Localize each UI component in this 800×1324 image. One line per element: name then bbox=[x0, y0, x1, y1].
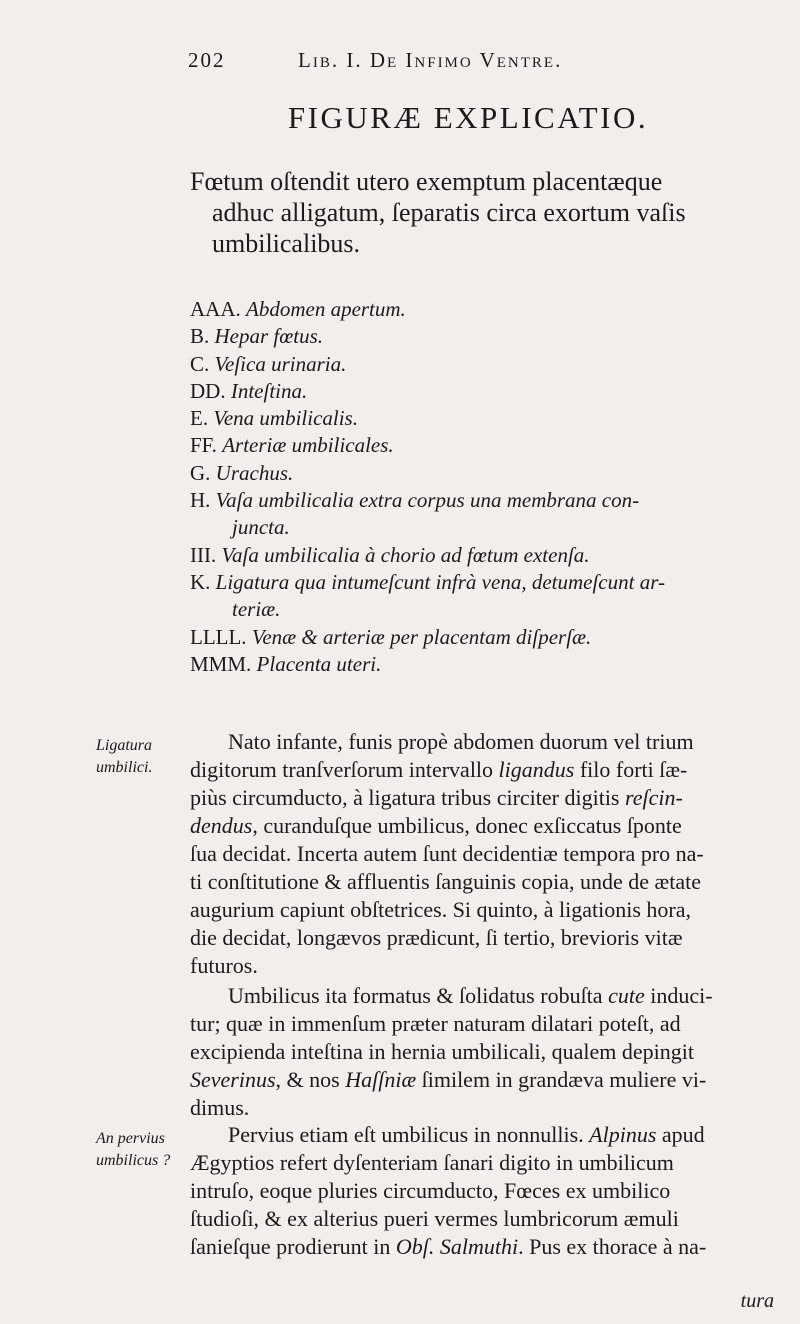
paragraph-line: ſua decidat. Incerta autem ſunt decidentiæ tempora pro na- bbox=[190, 841, 704, 866]
paragraph-line: ſtudioſi, & ex alterius pueri vermes lumbricorum æmuli bbox=[190, 1206, 679, 1231]
legend-item: E. Vena umbilicalis. bbox=[190, 406, 358, 431]
figure-intro bbox=[190, 166, 770, 259]
paragraph-line: ti conſtitutione & affluentis ſanguinis copia, unde de ætate bbox=[190, 869, 701, 894]
paragraph-line: Nato infante, funis propè abdomen duorum vel trium bbox=[228, 729, 694, 754]
paragraph-line: intruſo, eoque pluries circumducto, Fœces ex umbilico bbox=[190, 1178, 671, 1203]
legend-item: H. Vaſa umbilicalia extra corpus una membrana con- bbox=[190, 488, 640, 513]
running-title: Lib. I. De Infimo Ventre. bbox=[298, 48, 563, 72]
paragraph-line: digitorum tranſverſorum intervallo ligandus filo forti ſæ- bbox=[190, 757, 688, 782]
paragraph-line: dendus, curanduſque umbilicus, donec exſiccatus ſponte bbox=[190, 813, 682, 838]
figure-legend bbox=[190, 296, 775, 678]
paragraph-line: die decidat, longævos prædicunt, ſi tertio, brevioris vitæ bbox=[190, 925, 683, 950]
paragraph-line: Ægyptios refert dyſenteriam ſanari digito in umbilicum bbox=[190, 1150, 674, 1175]
paragraph-pervius bbox=[190, 1121, 780, 1261]
paragraph-line: ſanieſque prodierunt in Obſ. Salmuthi. Pus ex thorace à na- bbox=[190, 1234, 707, 1259]
paragraph-ligatura bbox=[190, 728, 780, 980]
legend-item: B. Hepar fœtus. bbox=[190, 324, 324, 349]
paragraph-line: futuros. bbox=[190, 953, 258, 978]
paragraph-line: dimus. bbox=[190, 1095, 250, 1120]
page-number: 202 bbox=[188, 48, 226, 72]
intro-line: Fœtum oſtendit utero exemptum placentæque adhuc alligatum, ſeparatis circa exortum vaſis umbilicalibus. bbox=[190, 167, 686, 258]
section-title: FIGURÆ EXPLICATIO. bbox=[287, 100, 649, 135]
paragraph-line: tur; quæ in immenſum præter naturam dilatari poteſt, ad bbox=[190, 1011, 681, 1036]
legend-item-continuation: teriæ. bbox=[232, 597, 281, 622]
paragraph-umbilicus bbox=[190, 982, 780, 1122]
paragraph-line: Severinus, & nos Haſſniæ ſimilem in grandæva muliere vi- bbox=[190, 1067, 707, 1092]
margin-note-ligatura: Ligatura umbilici. bbox=[96, 737, 153, 776]
paragraph-line: Umbilicus ita formatus & ſolidatus robuſta cute induci- bbox=[228, 983, 713, 1008]
paragraph-line: augurium capiunt obſtetrices. Si quinto, à ligationis hora, bbox=[190, 897, 692, 922]
legend-item: K. Ligatura qua intumeſcunt infrà vena, detumeſcunt ar- bbox=[190, 569, 665, 594]
legend-item: III. Vaſa umbilicalia à chorio ad fœtum extenſa. bbox=[190, 542, 590, 567]
legend-item: FF. Arteriæ umbilicales. bbox=[190, 433, 394, 458]
legend-item: LLLL. Venæ & arteriæ per placentam diſperſæ. bbox=[190, 624, 592, 649]
paragraph-line: piùs circumducto, à ligatura tribus circiter digitis reſcin- bbox=[190, 785, 683, 810]
legend-item: G. Urachus. bbox=[190, 460, 294, 485]
catchword: tura bbox=[740, 1290, 774, 1312]
paragraph-line: excipienda inteſtina in hernia umbilicali, qualem depingit bbox=[190, 1039, 695, 1064]
legend-item-continuation: juncta. bbox=[232, 515, 290, 540]
paragraph-line: Pervius etiam eſt umbilicus in nonnullis. Alpinus apud bbox=[228, 1122, 705, 1147]
legend-item: C. Veſica urinaria. bbox=[190, 351, 347, 376]
legend-item: MMM. Placenta uteri. bbox=[190, 651, 382, 676]
legend-item: DD. Inteſtina. bbox=[190, 378, 308, 403]
margin-note-pervius: An pervius umbilicus ? bbox=[96, 1130, 171, 1169]
legend-item: AAA. Abdomen apertum. bbox=[190, 297, 406, 321]
